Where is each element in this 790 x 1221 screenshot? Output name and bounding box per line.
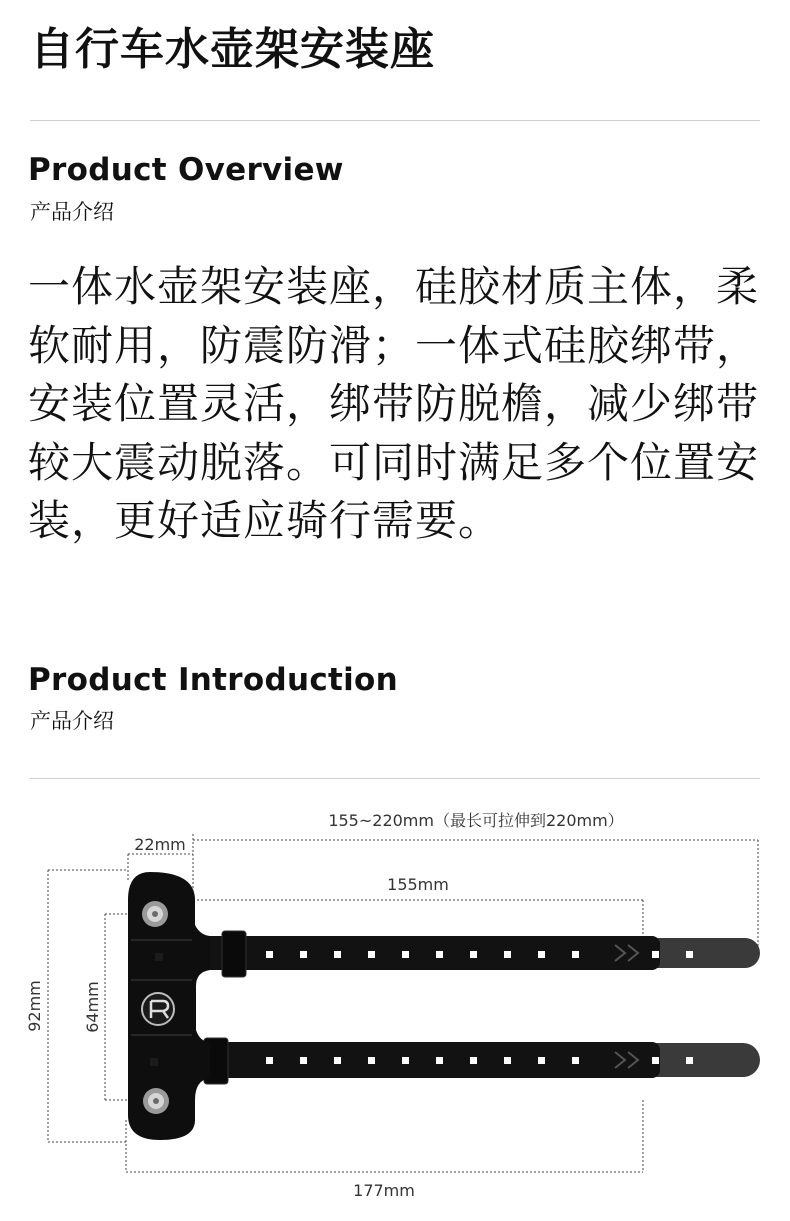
dim-strap-label: 155mm [387,875,449,894]
overview-heading-cn: 产品介绍 [30,200,114,224]
divider [30,778,760,779]
strap-upper [190,931,760,977]
divider [30,120,760,121]
introduction-heading-en: Product Introduction [28,662,399,698]
dim-hole-spacing-label: 64mm [83,981,102,1033]
dim-width-label: 22mm [134,835,186,854]
overview-description: 一体水壶架安装座，硅胶材质主体，柔软耐用，防震防滑；一体式硅胶绑带，安装位置灵活，绑带防脱檐，减少绑带较大震动脱落。可同时满足多个位置安装，更好适应骑行需要。 [28,262,760,545]
dim-total-strap-label: 155~220mm（最长可拉伸到220mm） [328,811,624,830]
dim-overall [126,1100,643,1172]
dim-overall-label: 177mm [353,1181,415,1200]
bolt-icon [143,1088,169,1114]
introduction-heading-cn: 产品介绍 [30,709,114,733]
page-title: 自行车水壶架安装座 [30,24,435,75]
brand-logo-icon [142,993,174,1025]
bolt-icon [142,901,168,927]
dim-height-label: 92mm [25,980,44,1032]
strap-lower [190,1038,760,1084]
dimension-diagram [0,790,790,1221]
overview-heading-en: Product Overview [28,152,344,188]
dim-total-strap [193,840,758,950]
dim-strap [193,900,643,940]
